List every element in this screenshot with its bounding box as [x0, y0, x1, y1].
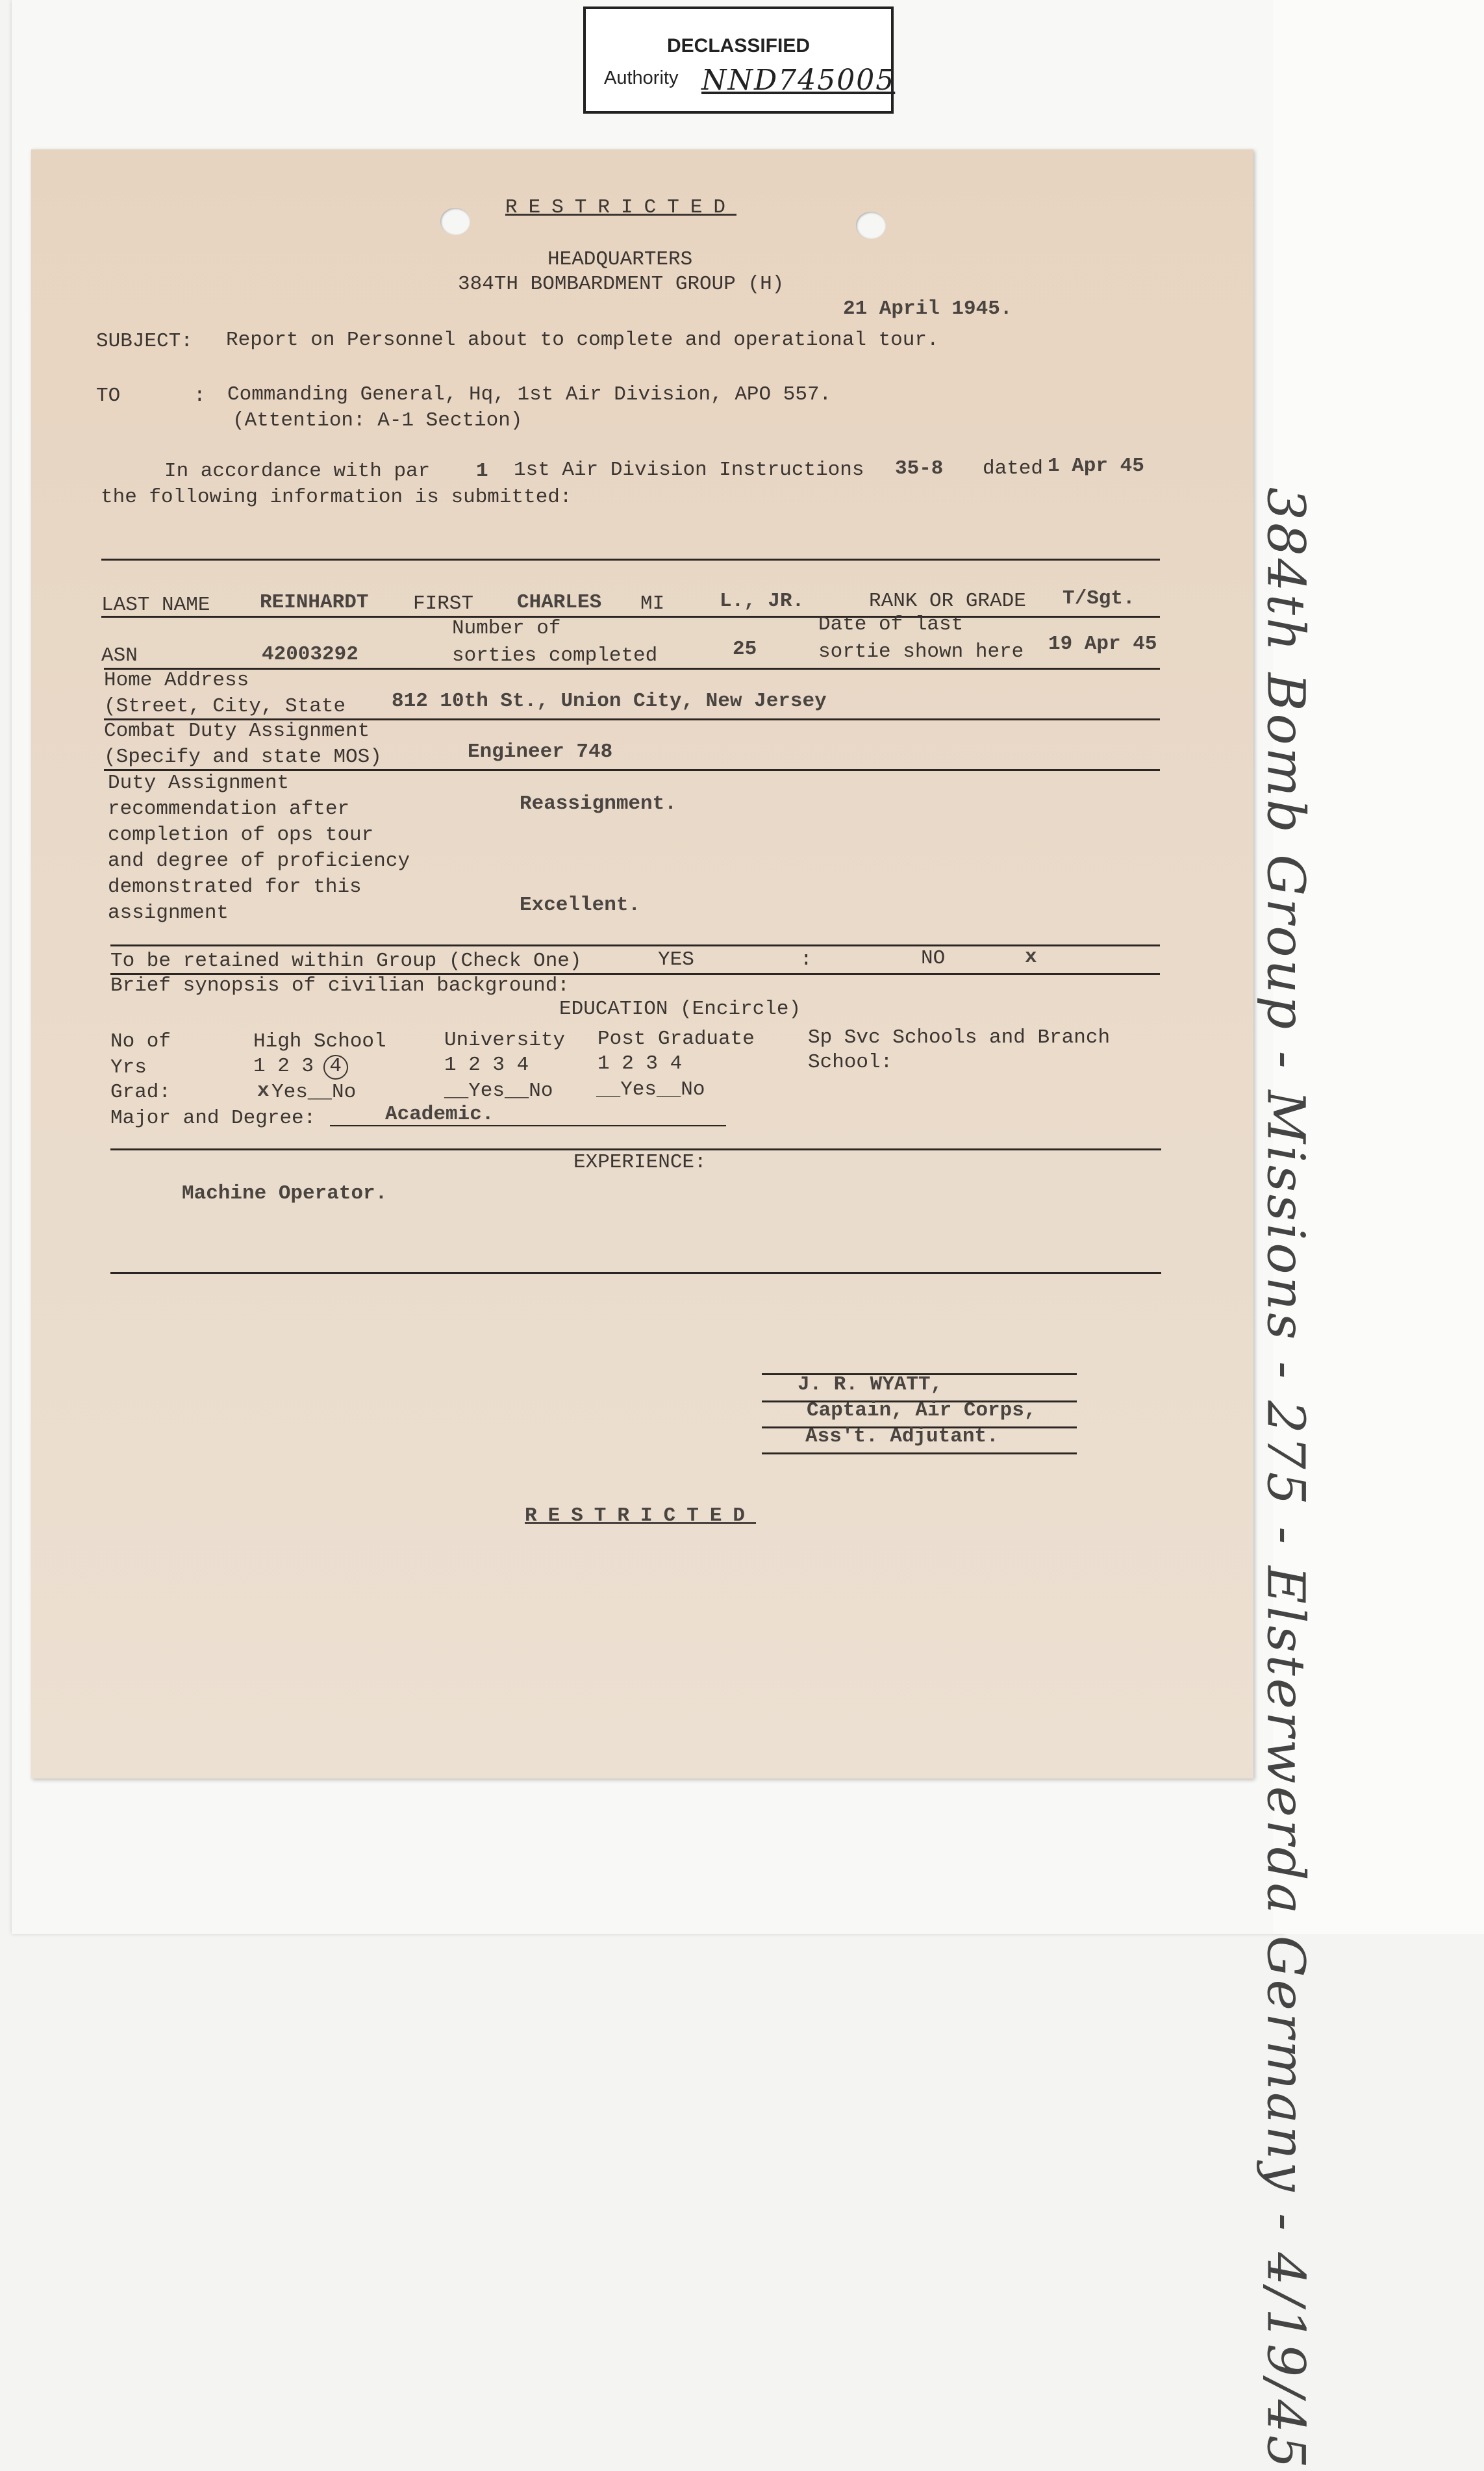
rule [101, 616, 1160, 618]
asn-label: ASN [101, 644, 138, 667]
stamp-title: DECLASSIFIED [666, 35, 811, 57]
punch-hole [440, 208, 470, 235]
experience-label: EXPERIENCE: [573, 1151, 707, 1174]
headquarters: HEADQUARTERS [547, 248, 693, 271]
first-name-label: FIRST [413, 592, 474, 615]
duty-label-line: demonstrated for this [108, 876, 362, 898]
declassified-stamp [583, 6, 894, 114]
university-grad: __Yes__No [444, 1080, 553, 1102]
intro-paragraph: 1 [476, 460, 488, 483]
high-school-years-list: 1 2 3 [253, 1055, 314, 1078]
intro-part-2: 1st Air Division Instructions [514, 459, 864, 481]
combat-duty-value: Engineer 748 [468, 741, 613, 763]
classification-footer: RESTRICTED [525, 1504, 757, 1527]
signature-title: Ass't. Adjutant. [805, 1425, 999, 1448]
post-graduate-grad: __Yes__No [596, 1078, 705, 1101]
duty-proficiency-value: Excellent. [520, 894, 641, 917]
signature-rank: Captain, Air Corps, [807, 1399, 1037, 1422]
high-school-years [253, 1055, 348, 1080]
no-of-label: No of [110, 1030, 171, 1053]
document-date: 21 April 1945. [843, 298, 1012, 320]
subject-text: Report on Personnel about to complete and operational tour. [226, 329, 939, 351]
duty-label-line: and degree of proficiency [108, 850, 410, 872]
education-label: EDUCATION (Encircle) [559, 998, 801, 1020]
retain-no-label: NO [921, 947, 946, 970]
last-name-value: REINHARDT [260, 591, 369, 614]
subject-label: SUBJECT: [96, 330, 193, 353]
last-sortie-label-2: sortie shown here [818, 640, 1024, 663]
retain-label: To be retained within Group (Check One) [110, 950, 582, 972]
classification-header: RESTRICTED [505, 196, 737, 219]
rule [110, 1272, 1161, 1274]
signature-name: J. R. WYATT, [798, 1373, 943, 1396]
years-label: Yrs [110, 1056, 147, 1079]
intro-part-1: In accordance with par [164, 460, 431, 483]
stamp-authority-label: Authority [604, 68, 679, 88]
intro-line-2: the following information is submitted: [101, 486, 572, 509]
to-label: TO [96, 385, 121, 407]
signature-rule [762, 1452, 1077, 1454]
rule [101, 559, 1160, 561]
high-school-grad-mark: x [257, 1080, 270, 1102]
duty-label-line: assignment [108, 902, 229, 924]
rank-value: T/Sgt. [1063, 587, 1135, 610]
major-degree-label: Major and Degree: [110, 1107, 316, 1130]
retain-separator: : [800, 948, 812, 971]
post-graduate-label: Post Graduate [597, 1028, 755, 1050]
high-school-years-circled: 4 [323, 1055, 348, 1080]
intro-instruction-number: 35-8 [895, 457, 944, 480]
post-graduate-years: 1 2 3 4 [597, 1052, 683, 1075]
duty-label-line: completion of ops tour [108, 824, 374, 846]
sorties-value: 25 [733, 638, 757, 661]
home-address-label-2: (Street, City, State [104, 695, 346, 718]
middle-initial-label: MI [640, 592, 665, 615]
intro-date: 1 Apr 45 [1048, 455, 1144, 477]
to-colon: : [194, 385, 206, 407]
last-name-label: LAST NAME [101, 594, 210, 616]
sorties-label-1: Number of [452, 617, 561, 640]
combat-duty-label-2: (Specify and state MOS) [104, 746, 382, 768]
major-degree-value: Academic. [385, 1103, 494, 1126]
experience-value: Machine Operator. [182, 1182, 388, 1205]
first-name-value: CHARLES [517, 591, 602, 614]
rule [110, 1148, 1161, 1150]
combat-duty-label-1: Combat Duty Assignment [104, 720, 370, 742]
handwritten-margin-note: 384th Bomb Group - Missions - Germany - 4/19/45 [1255, 487, 1316, 2471]
home-address-value: 812 10th St., Union City, New Jersey [392, 690, 827, 713]
duty-label-line: recommendation after [108, 798, 350, 820]
punch-hole [856, 212, 886, 239]
high-school-grad: Yes__No [271, 1081, 357, 1104]
document-page [31, 149, 1253, 1779]
home-address-label-1: Home Address [104, 669, 249, 692]
duty-recommendation-value: Reassignment. [520, 792, 677, 815]
group-name: 384TH BOMBARDMENT GROUP (H) [458, 273, 785, 296]
asn-value: 42003292 [262, 643, 358, 666]
synopsis-label: Brief synopsis of civilian background: [110, 974, 570, 997]
graduated-label: Grad: [110, 1081, 171, 1104]
to-line-1: Commanding General, Hq, 1st Air Division, APO 557. [227, 383, 832, 406]
middle-initial-value: L., JR. [720, 590, 805, 613]
university-label: University [444, 1029, 566, 1052]
retain-yes-label: YES [658, 948, 694, 971]
stamp-authority-number: NND745005 [701, 64, 896, 97]
retain-no-mark: x [1025, 946, 1037, 969]
rank-label: RANK OR GRADE [869, 590, 1026, 613]
rule [104, 769, 1160, 771]
sorties-label-2: sorties completed [452, 644, 658, 667]
rule [104, 668, 1160, 670]
last-sortie-value: 19 Apr 45 [1048, 633, 1157, 655]
university-years: 1 2 3 4 [444, 1054, 529, 1076]
last-sortie-label-1: Date of last [818, 613, 964, 636]
duty-label-line: Duty Assignment [108, 772, 290, 794]
major-underline [330, 1125, 726, 1126]
school-label: School: [808, 1051, 893, 1074]
rule [110, 944, 1160, 946]
intro-dated-label: dated [983, 457, 1044, 480]
high-school-label: High School [253, 1030, 386, 1053]
to-line-2: (Attention: A-1 Section) [233, 409, 523, 432]
sp-svc-label: Sp Svc Schools and Branch [808, 1026, 1111, 1049]
